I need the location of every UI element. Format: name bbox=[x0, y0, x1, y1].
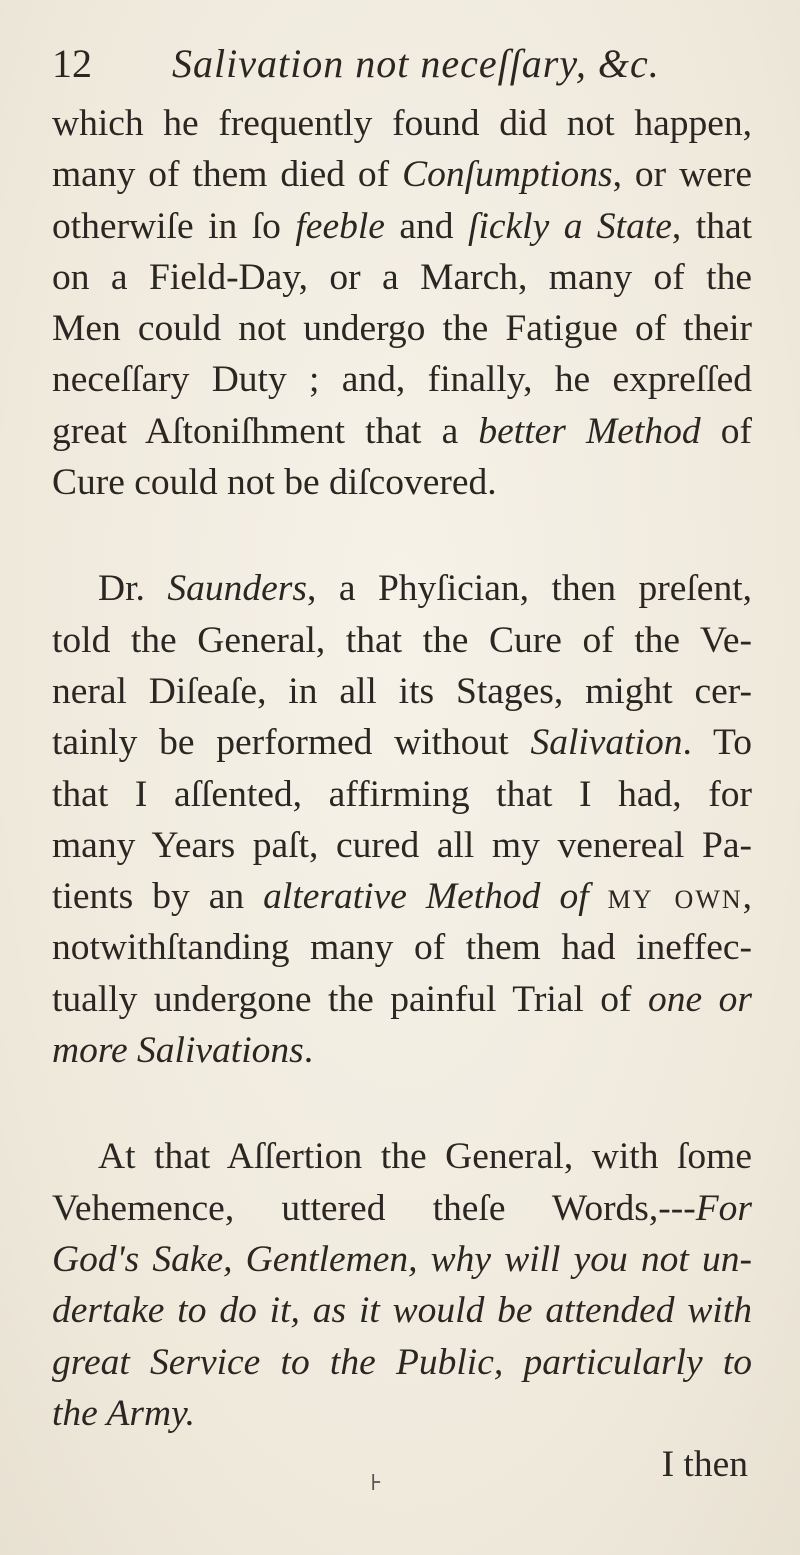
paragraph-gap bbox=[52, 1076, 752, 1131]
text-run: otherwiſe in ſo bbox=[52, 205, 296, 247]
text-run bbox=[589, 876, 608, 917]
italic-text: one or bbox=[648, 978, 752, 1020]
text-run: Cure could not be diſcovered. bbox=[52, 462, 497, 504]
text-run: that I aſſented, affirming that I had, for bbox=[52, 773, 752, 815]
text-run: , or were bbox=[612, 154, 752, 196]
text-line bbox=[52, 666, 752, 717]
text-line bbox=[52, 820, 752, 871]
text-line bbox=[52, 1439, 752, 1490]
paragraph-gap bbox=[52, 508, 752, 563]
italic-text: better Method bbox=[478, 410, 701, 452]
text-run: which he frequently found did not happen, bbox=[52, 103, 752, 144]
text-run: neral Diſeaſe, in all its Stages, might cer- bbox=[52, 670, 752, 712]
text-run: notwithſtanding many of them had ineffec- bbox=[52, 927, 752, 969]
text-run: Vehemence, uttered theſe Words,--- bbox=[52, 1187, 696, 1229]
text-line bbox=[52, 615, 752, 666]
text-line bbox=[52, 149, 752, 200]
text-run: , bbox=[742, 876, 753, 918]
text-line bbox=[52, 1234, 752, 1285]
italic-text: Conſumptions bbox=[402, 154, 613, 196]
text-line bbox=[52, 1025, 752, 1076]
footer-mark: ⊦ bbox=[370, 1470, 383, 1495]
text-line bbox=[52, 1285, 752, 1336]
text-run: Dr. bbox=[98, 568, 168, 610]
italic-text: feeble bbox=[295, 205, 385, 247]
body-text bbox=[52, 98, 752, 1490]
text-line bbox=[52, 1131, 752, 1182]
text-run: and bbox=[384, 205, 469, 247]
text-line bbox=[52, 769, 752, 820]
text-run: great Aſtoniſhment that a bbox=[52, 410, 479, 452]
text-run: , that bbox=[671, 205, 753, 247]
text-line bbox=[52, 563, 752, 614]
text-line bbox=[52, 354, 752, 405]
text-run: on a Field-Day, or a March, many of the bbox=[52, 256, 752, 298]
text-line bbox=[52, 252, 752, 303]
text-run: neceſſary Duty ; and, finally, he expreſſed bbox=[52, 359, 752, 401]
italic-text: alterative Method of bbox=[263, 876, 589, 918]
text-run: told the General, that the Cure of the Ve- bbox=[52, 619, 752, 661]
page-header bbox=[52, 40, 740, 100]
italic-text: dertake to do it, as it would be attended with bbox=[52, 1290, 752, 1332]
text-line bbox=[52, 717, 752, 768]
text-run: tually undergone the painful Trial of bbox=[52, 978, 649, 1020]
text-run: Men could not undergo the Fatigue of their bbox=[52, 308, 752, 350]
text-run: many of them died of bbox=[52, 154, 403, 196]
text-line bbox=[52, 98, 752, 149]
italic-text: For bbox=[695, 1187, 752, 1229]
italic-text: God's Sake, Gentlemen, why will you not un- bbox=[52, 1238, 752, 1280]
text-line bbox=[52, 1183, 752, 1234]
italic-text: more Salivations bbox=[52, 1030, 304, 1072]
text-run: tients by an bbox=[52, 876, 264, 918]
text-run: tainly be performed without bbox=[52, 722, 531, 764]
small-caps-text: my own bbox=[607, 876, 743, 918]
text-line bbox=[52, 1337, 752, 1388]
text-line bbox=[52, 974, 752, 1025]
text-line bbox=[52, 871, 752, 922]
italic-text: the Army. bbox=[52, 1392, 196, 1434]
page-number: 12 bbox=[52, 41, 92, 86]
text-run: , a Phyſician, then preſent, bbox=[306, 568, 752, 610]
text-line bbox=[52, 1388, 752, 1439]
text-line bbox=[52, 457, 752, 508]
text-run: I then bbox=[661, 1444, 748, 1486]
text-run: . To bbox=[682, 722, 752, 764]
italic-text: Saunders bbox=[167, 568, 307, 610]
italic-text: Salivation bbox=[530, 722, 683, 764]
text-run: many Years paſt, cured all my venereal Pa- bbox=[52, 824, 752, 866]
italic-text: great Service to the Public, particularly to bbox=[52, 1341, 752, 1383]
text-run: of bbox=[700, 410, 752, 452]
text-line bbox=[52, 406, 752, 457]
text-line bbox=[52, 922, 752, 973]
running-title: Salivation not neceſſary, &c. bbox=[172, 41, 660, 86]
text-run: At that Aſſertion the General, with ſome bbox=[98, 1136, 752, 1178]
text-line bbox=[52, 303, 752, 354]
text-run: . bbox=[303, 1030, 314, 1072]
italic-text: ſickly a State bbox=[468, 205, 672, 247]
text-line bbox=[52, 201, 752, 252]
